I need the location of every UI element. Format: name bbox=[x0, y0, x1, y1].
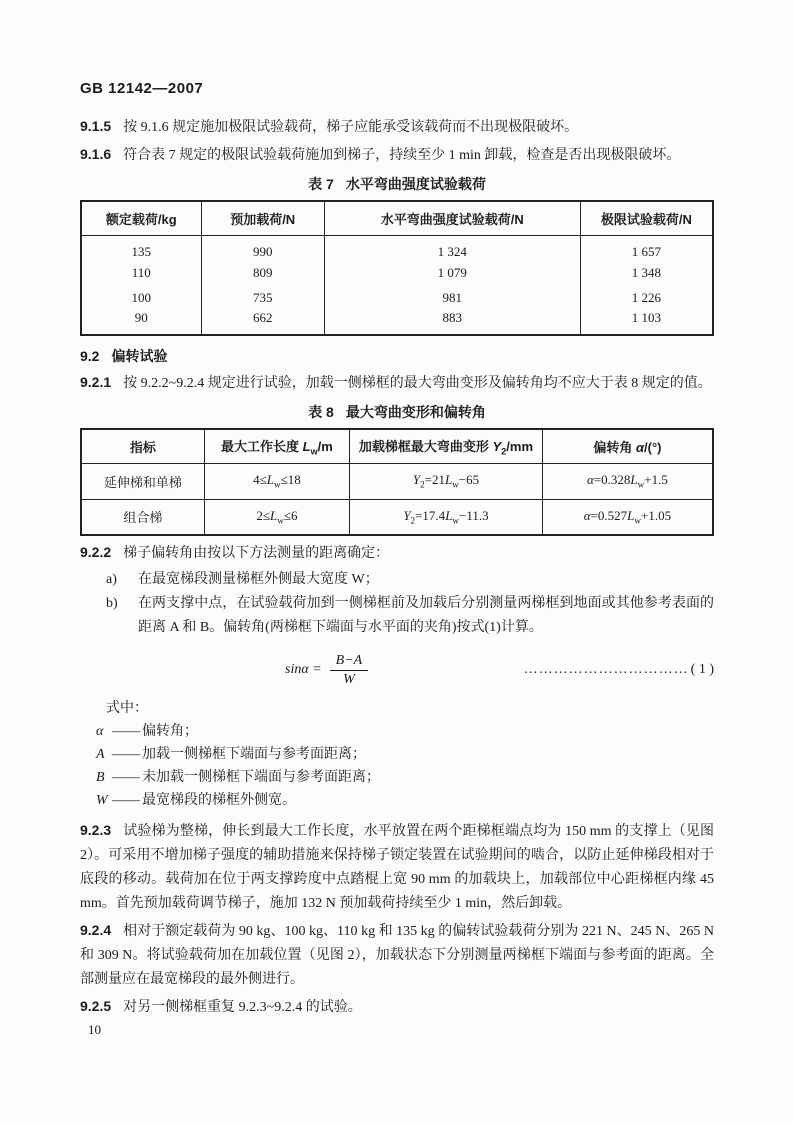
table-cell: $Y_2=21L_w-65$ bbox=[350, 463, 543, 499]
table-7-caption-label: 表 7 bbox=[308, 176, 334, 192]
term-a bbox=[96, 743, 714, 766]
table-7 bbox=[80, 200, 714, 336]
table-cell: 809 bbox=[201, 260, 324, 285]
table-row bbox=[81, 310, 713, 335]
table-8-caption-title: 最大弯曲变形和偏转角 bbox=[345, 404, 486, 420]
table-8-header-cell: 指标 bbox=[81, 429, 204, 463]
clause-number: 9.1.6 bbox=[80, 146, 112, 162]
table-cell: $Y_2=17.4L_w-11.3$ bbox=[350, 499, 543, 535]
term-desc: 偏转角； bbox=[142, 724, 198, 739]
equation-lhs: sinα = bbox=[285, 662, 322, 677]
table-7-caption-title: 水平弯曲强度试验载荷 bbox=[345, 176, 486, 192]
clause-text: 梯子偏转角由按以下方法测量的距离确定： bbox=[123, 546, 390, 561]
term-symbol: B bbox=[96, 770, 105, 785]
table-row bbox=[81, 260, 713, 285]
table-8-header-cell: 最大工作长度 $L_w/m$ bbox=[204, 429, 349, 463]
clause-text: 对另一侧梯框重复 9.2.3~9.2.4 的试验。 bbox=[123, 1000, 362, 1015]
table-cell: 90 bbox=[81, 310, 201, 335]
term-b bbox=[96, 766, 714, 789]
term-dash: —— bbox=[112, 793, 140, 808]
table-7-header-cell: 额定载荷/kg bbox=[81, 201, 201, 235]
term-desc: 加载一侧梯框下端面与参考面距离； bbox=[142, 747, 366, 762]
table-row bbox=[81, 499, 713, 535]
list-text: 在两支撑中点，在试验载荷加到一侧梯框前及加载后分别测量两梯框到地面或其他参考表面的距离 A 和 B。偏转角(两梯框下端面与水平面的夹角)按式(1)计算。 bbox=[138, 596, 714, 635]
table-8-header-row bbox=[81, 429, 713, 463]
where-intro: 式中： bbox=[106, 701, 148, 716]
table-cell: 883 bbox=[324, 310, 580, 335]
table-cell: 组合梯 bbox=[81, 499, 204, 535]
clause-9-2-5 bbox=[80, 994, 714, 1020]
table-8-caption-label: 表 8 bbox=[308, 404, 334, 420]
clause-text: 相对于额定载荷为 90 kg、100 kg、110 kg 和 135 kg 的偏转试验载荷分别为 221 N、245 N、265 N 和 309 N。将试验载荷加在加载位置（见图 2），加载状态下分别测量两梯框下端面与参考面的距离。全部测量应在最宽梯段的最外侧进行。 bbox=[80, 924, 714, 987]
page-number: 10 bbox=[88, 1022, 101, 1037]
table-7-header-cell: 水平弯曲强度试验载荷/N bbox=[324, 201, 580, 235]
term-dash: —— bbox=[112, 724, 140, 739]
term-w bbox=[96, 789, 714, 812]
clause-number: 9.2.5 bbox=[80, 998, 112, 1014]
table-8 bbox=[80, 428, 714, 536]
table-cell: 110 bbox=[81, 260, 201, 285]
clause-9-2-1 bbox=[80, 370, 714, 396]
section-number: 9.2 bbox=[80, 348, 100, 364]
clause-text: 按 9.1.6 规定施加极限试验载荷，梯子应能承受该载荷而不出现极限破坏。 bbox=[123, 120, 579, 135]
list-label: a) bbox=[106, 572, 117, 587]
equation-1 bbox=[80, 648, 714, 692]
equation-number: ( 1 ) bbox=[690, 662, 714, 677]
table-cell: 662 bbox=[201, 310, 324, 335]
term-symbol: A bbox=[96, 747, 105, 762]
clause-9-2-3 bbox=[80, 818, 714, 916]
table-cell: $\alpha=0.527L_w+1.05$ bbox=[542, 499, 713, 535]
list-item-a bbox=[80, 568, 714, 592]
list-text: 在最宽梯段测量梯框外侧最大宽度 W； bbox=[138, 572, 379, 587]
term-alpha bbox=[96, 720, 714, 743]
clause-text: 符合表 7 规定的极限试验载荷施加到梯子，持续至少 1 min 卸载，检查是否出现极限破坏。 bbox=[123, 148, 681, 163]
section-title: 偏转试验 bbox=[111, 348, 168, 364]
term-desc: 最宽梯段的梯框外侧宽。 bbox=[142, 793, 296, 808]
fraction-denominator: W bbox=[343, 671, 355, 687]
table-row bbox=[81, 235, 713, 260]
dot-leader: …………………………… bbox=[523, 662, 689, 677]
clause-9-2-2 bbox=[80, 540, 714, 566]
table-cell: 135 bbox=[81, 235, 201, 260]
clause-9-1-6 bbox=[80, 142, 714, 168]
table-7-header-cell: 极限试验载荷/N bbox=[580, 201, 713, 235]
table-cell: $\alpha=0.328L_w+1.5$ bbox=[542, 463, 713, 499]
table-row bbox=[81, 463, 713, 499]
term-dash: —— bbox=[112, 770, 140, 785]
term-symbol: α bbox=[96, 724, 104, 739]
table-cell: 1 348 bbox=[580, 260, 713, 285]
table-cell: 100 bbox=[81, 285, 201, 310]
clause-9-2-4 bbox=[80, 918, 714, 992]
table-8-caption bbox=[80, 402, 714, 422]
table-8-header-cell: 偏转角 α/(°) bbox=[542, 429, 713, 463]
table-8-header-cell: 加载梯框最大弯曲变形 $Y_2/mm$ bbox=[350, 429, 543, 463]
table-cell: 1 324 bbox=[324, 235, 580, 260]
clause-number: 9.1.5 bbox=[80, 118, 112, 134]
table-cell: 1 103 bbox=[580, 310, 713, 335]
table-cell: 1 079 bbox=[324, 260, 580, 285]
table-cell: $4\le L_w\le 18$ bbox=[204, 463, 349, 499]
table-cell: 735 bbox=[201, 285, 324, 310]
table-cell: 990 bbox=[201, 235, 324, 260]
table-cell: 1 226 bbox=[580, 285, 713, 310]
table-cell: 延伸梯和单梯 bbox=[81, 463, 204, 499]
fraction-numerator: B−A bbox=[330, 653, 369, 671]
equation-fraction bbox=[330, 653, 369, 688]
clause-9-1-5 bbox=[80, 114, 714, 140]
term-symbol: W bbox=[96, 793, 108, 808]
section-9-2-heading bbox=[80, 344, 714, 368]
clause-number: 9.2.2 bbox=[80, 544, 112, 560]
term-dash: —— bbox=[112, 747, 140, 762]
table-7-caption bbox=[80, 174, 714, 194]
clause-text: 按 9.2.2~9.2.4 规定进行试验，加载一侧梯框的最大弯曲变形及偏转角均不应大于表 8 规定的值。 bbox=[123, 376, 712, 391]
clause-text: 试验梯为整梯，伸长到最大工作长度，水平放置在两个距梯框端点均为 150 mm 的支撑上（见图 2）。可采用不增加梯子强度的辅助措施来保持梯子锁定装置在试验期间的啮合，以防止延伸梯段相对于底段的移动。载荷加在位于两支撑跨度中点踏棍上宽 90 mm 的加载块上，加载部位中心距梯框内缘 45 mm。首先预加载荷调节梯子，施加 132 N 预加载荷持续至少 1 min，然后卸载。 bbox=[80, 824, 714, 911]
table-row bbox=[81, 285, 713, 310]
table-cell: 1 657 bbox=[580, 235, 713, 260]
table-cell: 981 bbox=[324, 285, 580, 310]
clause-number: 9.2.4 bbox=[80, 922, 112, 938]
list-item-b bbox=[80, 592, 714, 640]
list-label: b) bbox=[106, 596, 118, 611]
table-7-header-cell: 预加载荷/N bbox=[201, 201, 324, 235]
clause-number: 9.2.1 bbox=[80, 374, 112, 390]
table-7-header-row bbox=[81, 201, 713, 235]
standard-code: GB 12142—2007 bbox=[80, 80, 204, 97]
clause-number: 9.2.3 bbox=[80, 822, 112, 838]
term-desc: 未加载一侧梯框下端面与参考面距离； bbox=[142, 770, 380, 785]
table-cell: $2\le L_w\le 6$ bbox=[204, 499, 349, 535]
